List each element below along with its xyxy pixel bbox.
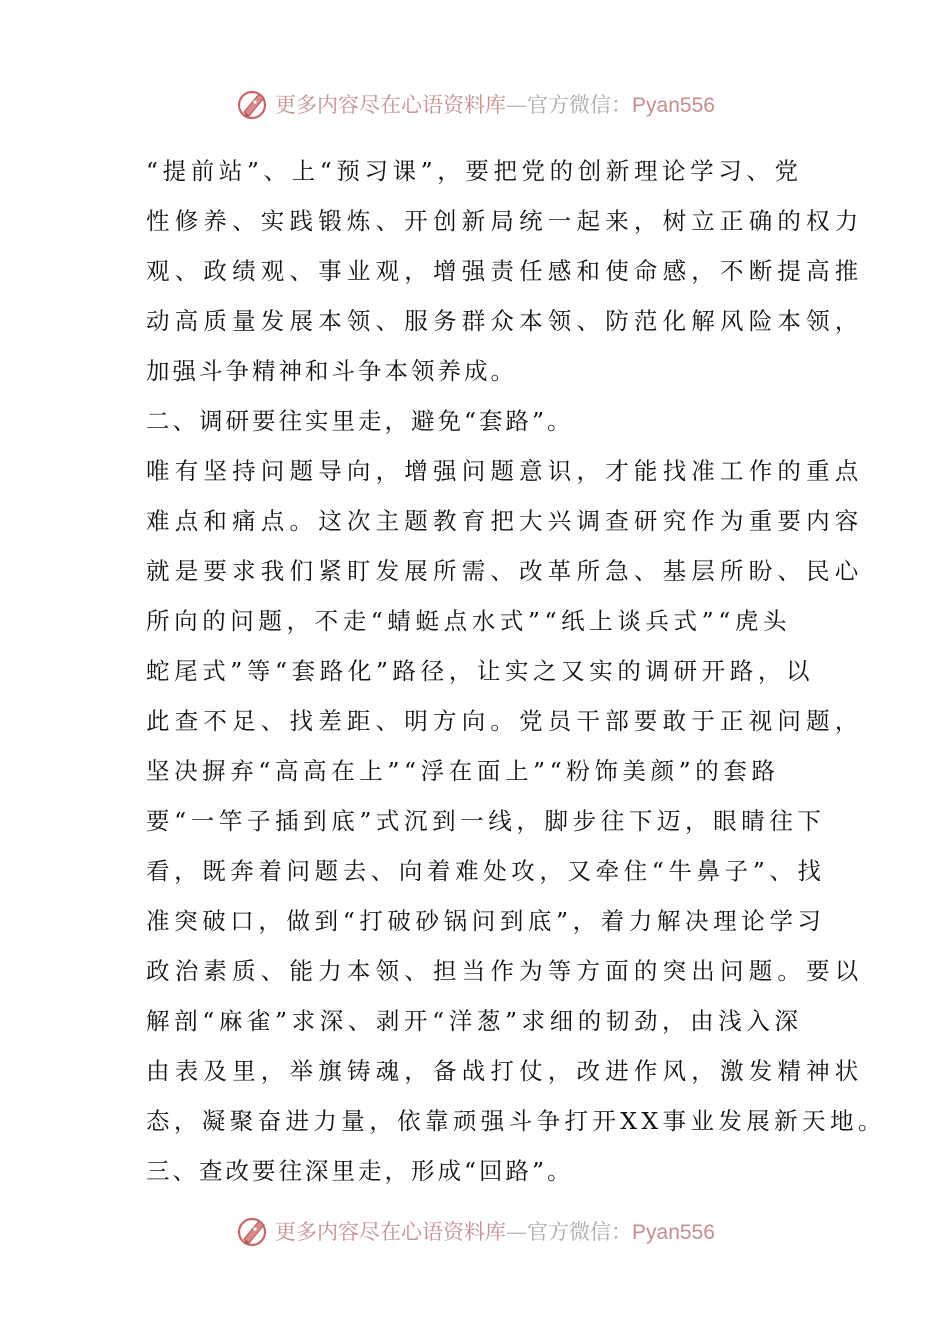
text-line: 蛇尾式”等“套路化”路径，让实之又实的调研开路，以 [146,657,815,685]
watermark-text [275,89,715,119]
watermark-dash: — [506,1220,528,1244]
text-line: 看，既奔着问题去、向着难处攻，又牵住“牛鼻子”、找 [146,857,826,885]
text-line: 观、政绩观、事业观，增强责任感和使命感，不断提高推 [146,257,864,285]
section-heading: 三、查改要往深里走，形成“回路”。 [146,1157,574,1185]
text-line: 要“一竿子插到底”式沉到一线，脚步往下迈，眼睛往下 [146,807,826,835]
text-line: 坚决摒弃“高高在上”“浮在面上”“粉饰美颜”的套路 [146,757,780,785]
text-line: 就是要求我们紧盯发展所需、改革所急、基层所盼、民心 [146,557,864,585]
watermark-wechat-id: Pyan556 [632,94,715,117]
pen-nib-circle-icon [235,86,271,122]
text-line: 此查不足、找差距、明方向。党员干部要敢于正视问题， [146,707,864,735]
text-line: 性修养、实践锻炼、开创新局统一起来，树立正确的权力 [146,207,864,235]
section-heading: 二、调研要往实里走，避免“套路”。 [146,407,574,435]
text-line: 加强斗争精神和斗争本领养成。 [146,357,517,385]
watermark-wechat-label: 官方微信： [527,1220,633,1244]
text-line: “提前站”、上“预习课”，要把党的创新理论学习、党 [146,157,803,185]
text-line: 准突破口，做到“打破砂锅问到底”，着力解决理论学习 [146,907,826,935]
text-line: 政治素质、能力本领、担当作为等方面的突出问题。要以 [146,957,864,985]
text-line: 唯有坚持问题导向，增强问题意识，才能找准工作的重点 [146,457,864,485]
text-line: 由表及里，举旗铸魂，备战打仗，改进作风，激发精神状 [146,1057,864,1085]
text-line: 动高质量发展本领、服务群众本领、防范化解风险本领， [146,307,864,335]
watermark-dash: — [506,93,528,117]
watermark-main-text: 更多内容尽在心语资料库 [275,93,507,117]
watermark-main-text: 更多内容尽在心语资料库 [275,1220,507,1244]
watermark-text [275,1216,715,1246]
text-line: 所向的问题，不走“蜻蜓点水式”“纸上谈兵式”“虎头 [146,607,792,635]
document-body [146,146,886,1196]
text-line: 解剖“麻雀”求深、剥开“洋葱”求细的韧劲，由浅入深 [146,1007,803,1035]
footer-watermark [0,1211,950,1251]
header-watermark [0,84,950,124]
watermark-wechat-id: Pyan556 [632,1221,715,1244]
text-line: 难点和痛点。这次主题教育把大兴调查研究作为重要内容 [146,507,864,535]
watermark-wechat-label: 官方微信： [527,93,633,117]
pen-nib-circle-icon [235,1213,271,1249]
text-line: 态，凝聚奋进力量，依靠顽强斗争打开XX事业发展新天地。 [146,1107,886,1135]
